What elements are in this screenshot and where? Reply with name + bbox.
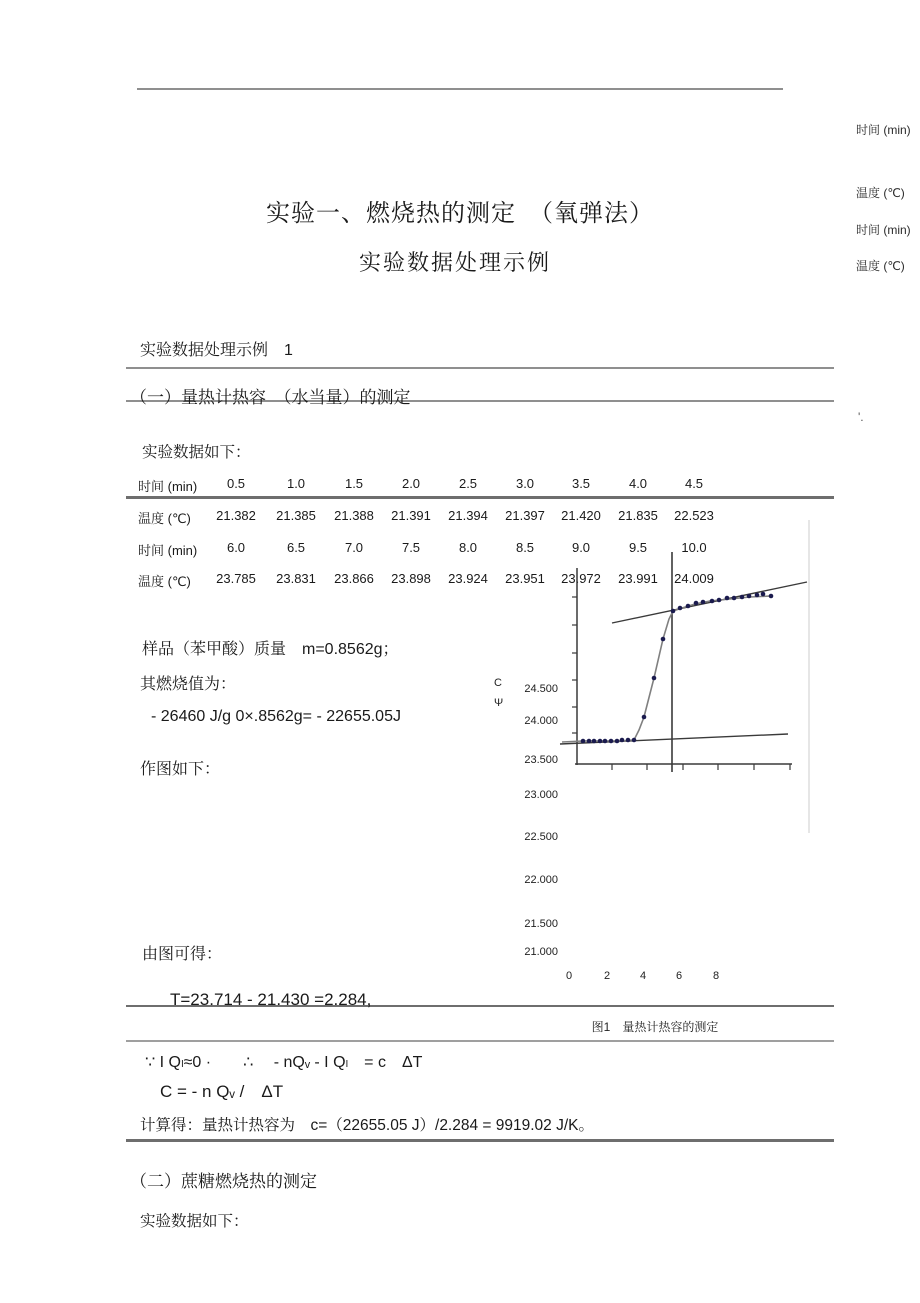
table-cell: 21.382 xyxy=(216,508,256,523)
table-cell: 21.420 xyxy=(561,508,601,523)
table-cell: 23.898 xyxy=(391,571,431,586)
data-point xyxy=(642,715,647,720)
reasoning-equation: ∵ I Qₗ≈0 · ∴ - nQᵥ - I Qₗ = c ΔT xyxy=(145,1054,423,1071)
section1-heading: （一）量热计热容 （水当量）的测定 xyxy=(130,388,411,407)
data-point xyxy=(671,609,676,614)
y-axis-tick-label: 23.500 xyxy=(524,754,558,766)
table-cell: 21.397 xyxy=(505,508,545,523)
y-axis-tick-label: 24.500 xyxy=(524,683,558,695)
data-point xyxy=(769,594,774,599)
margin-label: 时间 (min) xyxy=(856,223,911,237)
delta-t-equation: T=23.714 - 21.430 =2.284, xyxy=(170,990,372,1009)
data-point xyxy=(626,738,631,743)
table-cell: 1.0 xyxy=(286,476,306,491)
table-cell: 21.385 xyxy=(276,508,316,523)
table-row-label: 时间 (min) xyxy=(138,543,198,558)
sample-mass-line: 样品（苯甲酸）质量 m=0.8562g； xyxy=(142,641,399,658)
page-subtitle: 实验数据处理示例 xyxy=(358,250,551,275)
table-cell: 23.951 xyxy=(505,571,545,586)
table-header-rule xyxy=(126,496,834,499)
table-cell: 7.0 xyxy=(344,540,364,555)
page-title: 实验一、燃烧热的测定 （氧弹法） xyxy=(266,200,654,227)
table-cell: 23.924 xyxy=(448,571,488,586)
y-axis-tick-label: 24.000 xyxy=(524,715,558,727)
table-cell: 6.5 xyxy=(286,540,306,555)
result-line: 计算得：量热计热容为 c=（22655.05 J）/2.284 = 9919.02 J/K。 xyxy=(140,1117,594,1134)
table-row-label: 温度 (℃) xyxy=(138,574,191,589)
table-cell: 23.866 xyxy=(334,571,374,586)
y-axis-tick-label: 21.000 xyxy=(524,946,558,958)
table-cell: 22.523 xyxy=(674,508,714,523)
table-row xyxy=(0,476,920,496)
data-point xyxy=(615,739,620,744)
table-row-label: 时间 (min) xyxy=(138,479,198,494)
table-cell: 21.394 xyxy=(448,508,488,523)
temperature-curve xyxy=(562,596,771,742)
data-point xyxy=(581,739,586,744)
table-cell: 9.5 xyxy=(628,540,648,555)
combustion-intro-line: 其燃烧值为： xyxy=(140,676,237,693)
horizontal-rule-top xyxy=(137,88,783,90)
plot-intro-line: 作图如下： xyxy=(140,761,221,778)
table-cell: 23.972 xyxy=(561,571,601,586)
y-axis-tick-label: 22.000 xyxy=(524,874,558,886)
table-cell: 7.5 xyxy=(401,540,421,555)
data-point xyxy=(620,738,625,743)
y-axis-tick-label: 22.500 xyxy=(524,831,558,843)
section2-heading: （二）蔗糖燃烧热的测定 xyxy=(130,1172,317,1191)
table-cell: 9.0 xyxy=(571,540,591,555)
combustion-equation: - 26460 J/g 0×.8562g= - 22655.05J xyxy=(151,708,401,725)
section2-data-intro: 实验数据如下： xyxy=(140,1213,249,1230)
data-point xyxy=(652,676,657,681)
table-cell: 4.0 xyxy=(628,476,648,491)
data-point xyxy=(632,738,637,743)
figure-caption: 图1 量热计热容的测定 xyxy=(591,1020,719,1034)
data-point xyxy=(603,739,608,744)
data-point xyxy=(661,637,666,642)
table-cell: 2.0 xyxy=(401,476,421,491)
upper-extrapolation-line xyxy=(612,582,807,623)
table-cell: 21.391 xyxy=(391,508,431,523)
x-axis-tick-label: 0 xyxy=(565,970,573,982)
scan-artifact-mark: '. xyxy=(858,410,864,424)
table-cell: 23.785 xyxy=(216,571,256,586)
data-point xyxy=(717,598,722,603)
data-point xyxy=(609,739,614,744)
data-point xyxy=(678,606,683,611)
y-axis-title-fragment: Ψ xyxy=(494,697,504,709)
data-point xyxy=(761,592,766,597)
data-point xyxy=(694,601,699,606)
y-axis-title-fragment: C xyxy=(494,677,502,689)
table-cell: 6.0 xyxy=(226,540,246,555)
x-axis-tick-label: 2 xyxy=(603,970,611,982)
table-cell: 3.5 xyxy=(571,476,591,491)
data-point xyxy=(740,595,745,600)
data-point xyxy=(732,596,737,601)
table-cell: 23.831 xyxy=(276,571,316,586)
table-cell: 3.0 xyxy=(515,476,535,491)
margin-label: 温度 (℃) xyxy=(856,186,905,200)
data-point xyxy=(598,739,603,744)
table-cell: 0.5 xyxy=(226,476,246,491)
margin-label: 时间 (min) xyxy=(856,123,911,137)
table-cell: 23.991 xyxy=(618,571,658,586)
data-point xyxy=(755,593,760,598)
example-label: 实验数据处理示例 1 xyxy=(140,342,293,359)
x-axis-tick-label: 6 xyxy=(675,970,683,982)
table-cell: 1.5 xyxy=(344,476,364,491)
data-point xyxy=(592,739,597,744)
table-cell: 21.835 xyxy=(618,508,658,523)
horizontal-rule-caption xyxy=(126,1040,834,1042)
horizontal-rule-result xyxy=(126,1139,834,1142)
y-axis-tick-label: 21.500 xyxy=(524,918,558,930)
table-cell: 4.5 xyxy=(684,476,704,491)
table-cell: 24.009 xyxy=(674,571,714,586)
table-row-label: 温度 (℃) xyxy=(138,511,191,526)
data-point xyxy=(701,600,706,605)
horizontal-rule-example xyxy=(126,367,834,369)
table-cell: 8.0 xyxy=(458,540,478,555)
figure-1 xyxy=(490,515,820,1035)
capacity-equation: C = - n Qᵥ / ΔT xyxy=(160,1082,284,1101)
table-cell: 21.388 xyxy=(334,508,374,523)
data-point xyxy=(725,596,730,601)
y-axis-tick-label: 23.000 xyxy=(524,789,558,801)
table-cell: 10.0 xyxy=(681,540,707,555)
table-cell: 8.5 xyxy=(515,540,535,555)
x-axis-tick-label: 8 xyxy=(712,970,720,982)
from-graph-line: 由图可得： xyxy=(142,946,223,963)
data-point xyxy=(710,599,715,604)
data-point xyxy=(747,594,752,599)
table-cell: 2.5 xyxy=(458,476,478,491)
margin-label: 温度 (℃) xyxy=(856,259,905,273)
data-point xyxy=(686,604,691,609)
x-axis-tick-label: 4 xyxy=(639,970,647,982)
section1-data-intro: 实验数据如下： xyxy=(142,444,251,461)
data-point xyxy=(587,739,592,744)
